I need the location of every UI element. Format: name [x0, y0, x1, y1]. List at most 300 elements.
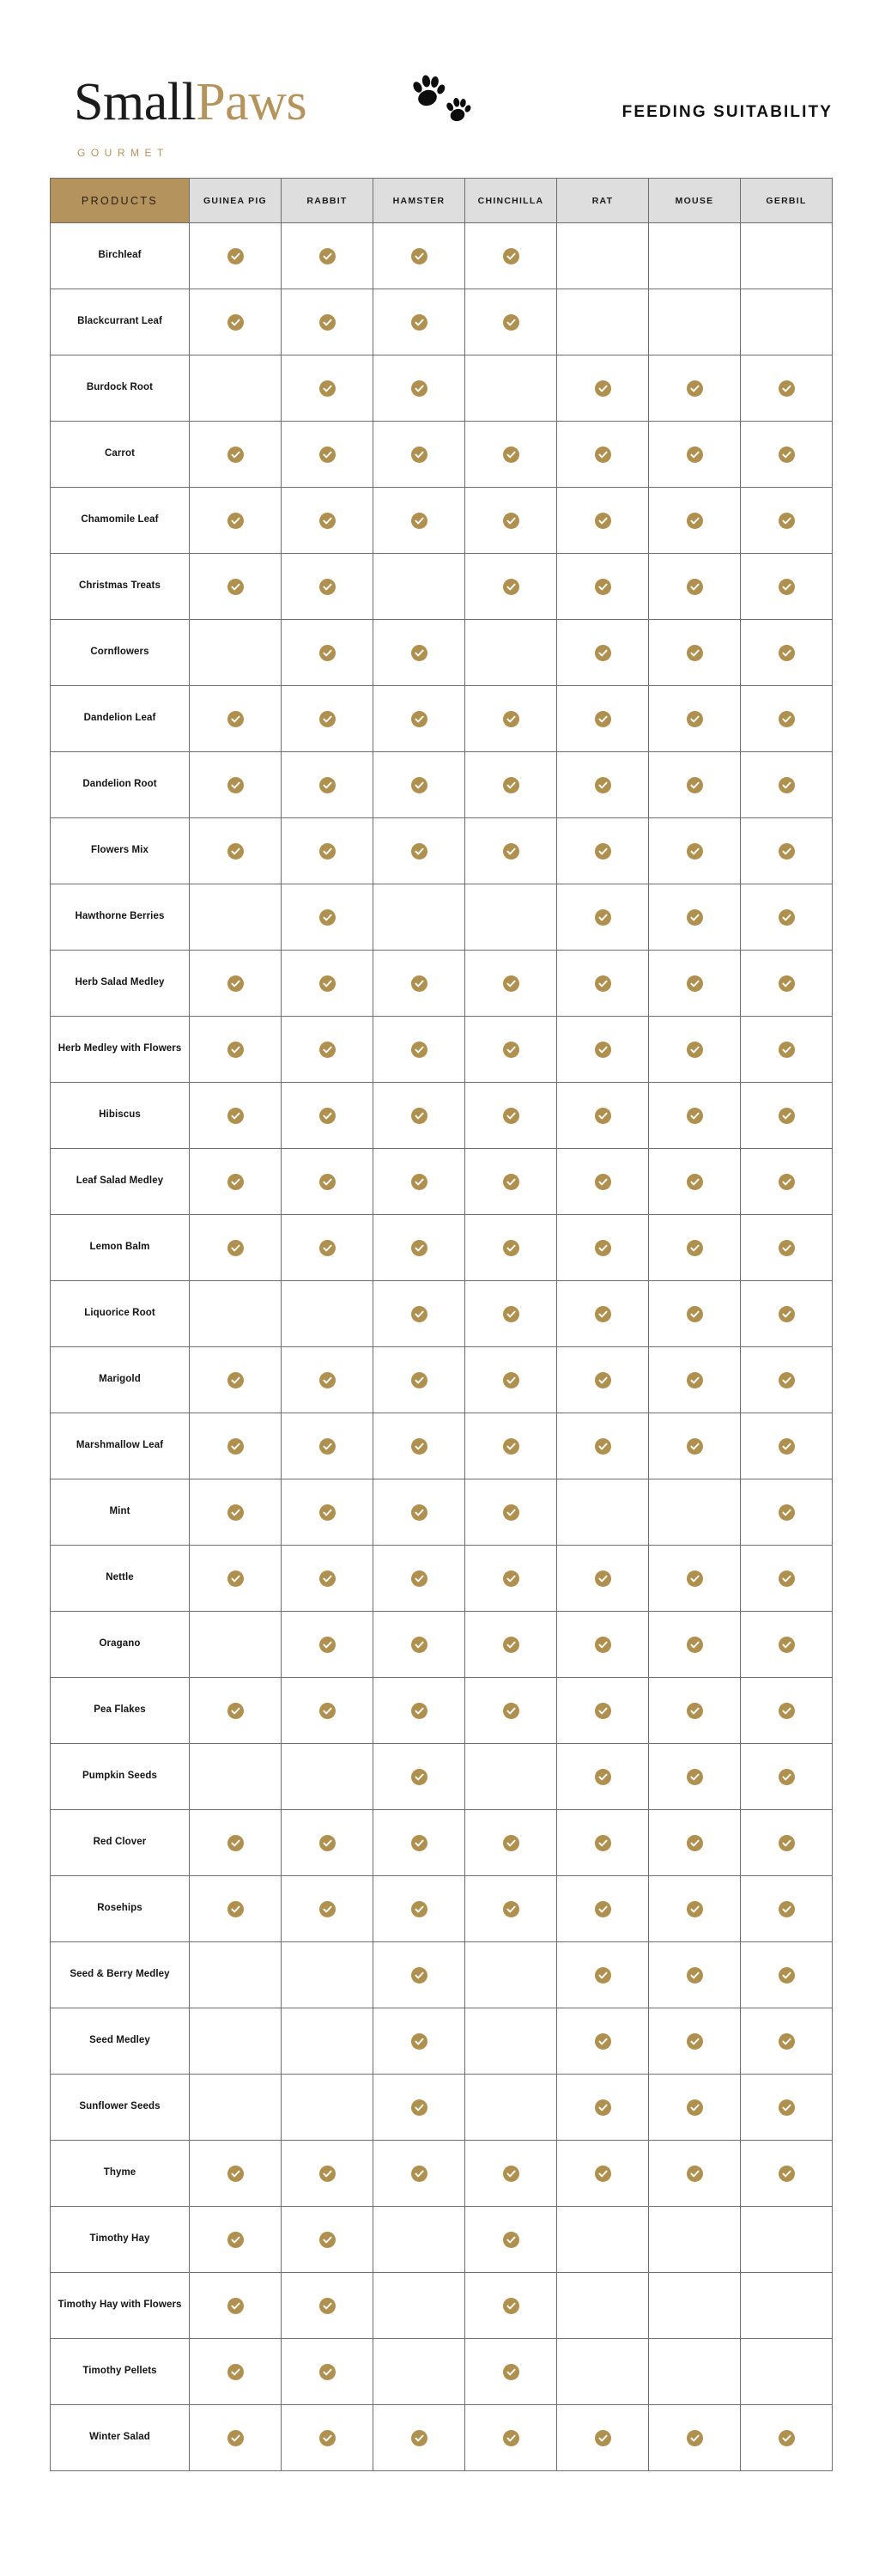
suitability-cell-empty — [282, 1744, 373, 1810]
suitability-cell-checked — [190, 2141, 282, 2207]
column-header-chinchilla: CHINCHILLA — [465, 179, 557, 223]
brand-word-paws: Paws — [196, 73, 307, 131]
check-circle-icon — [227, 1438, 244, 1455]
page-title: FEEDING SUITABILITY — [621, 103, 833, 121]
check-circle-icon — [319, 1042, 336, 1058]
check-circle-icon — [595, 2033, 611, 2050]
suitability-cell-checked — [741, 1546, 833, 1612]
product-name-cell: Flowers Mix — [51, 818, 190, 884]
product-name-cell: Herb Salad Medley — [51, 951, 190, 1017]
check-circle-icon — [595, 843, 611, 860]
suitability-cell-checked — [741, 1479, 833, 1546]
check-circle-icon — [595, 1967, 611, 1984]
check-circle-icon — [411, 777, 427, 793]
check-circle-icon — [779, 1240, 795, 1256]
check-circle-icon — [595, 1637, 611, 1653]
suitability-cell-checked — [373, 2008, 465, 2075]
check-circle-icon — [503, 2298, 519, 2314]
check-circle-icon — [687, 1703, 703, 1719]
check-circle-icon — [319, 2430, 336, 2446]
suitability-cell-checked — [190, 2339, 282, 2405]
check-circle-icon — [779, 1042, 795, 1058]
check-circle-icon — [503, 1042, 519, 1058]
check-circle-icon — [687, 1042, 703, 1058]
check-circle-icon — [227, 1901, 244, 1917]
table-row — [51, 1413, 833, 1479]
check-circle-icon — [319, 777, 336, 793]
check-circle-icon — [687, 1967, 703, 1984]
check-circle-icon — [595, 711, 611, 727]
check-circle-icon — [595, 1174, 611, 1190]
suitability-cell-checked — [373, 1017, 465, 1083]
suitability-cell-empty — [190, 1281, 282, 1347]
table-row — [51, 1612, 833, 1678]
check-circle-icon — [227, 1703, 244, 1719]
check-circle-icon — [779, 843, 795, 860]
suitability-cell-checked — [557, 1347, 649, 1413]
suitability-cell-checked — [282, 355, 373, 422]
suitability-cell-checked — [373, 620, 465, 686]
check-circle-icon — [503, 2166, 519, 2182]
feeding-suitability-table-wrapper — [50, 178, 833, 2471]
product-name-cell: Red Clover — [51, 1810, 190, 1876]
suitability-cell-checked — [282, 752, 373, 818]
table-row — [51, 1678, 833, 1744]
suitability-cell-checked — [465, 1413, 557, 1479]
suitability-cell-empty — [465, 2075, 557, 2141]
suitability-cell-checked — [649, 818, 741, 884]
table-row — [51, 2207, 833, 2273]
check-circle-icon — [779, 1769, 795, 1785]
suitability-cell-checked — [465, 752, 557, 818]
check-circle-icon — [227, 711, 244, 727]
check-circle-icon — [319, 579, 336, 595]
check-circle-icon — [595, 1306, 611, 1322]
suitability-cell-checked — [557, 1744, 649, 1810]
table-header-row — [51, 179, 833, 223]
check-circle-icon — [687, 513, 703, 529]
check-circle-icon — [319, 645, 336, 661]
suitability-cell-checked — [190, 951, 282, 1017]
suitability-cell-empty — [649, 2207, 741, 2273]
check-circle-icon — [411, 2166, 427, 2182]
check-circle-icon — [227, 447, 244, 463]
check-circle-icon — [595, 1240, 611, 1256]
suitability-cell-checked — [190, 752, 282, 818]
suitability-cell-checked — [190, 1347, 282, 1413]
check-circle-icon — [779, 1438, 795, 1455]
suitability-cell-checked — [557, 2405, 649, 2471]
check-circle-icon — [411, 843, 427, 860]
suitability-cell-checked — [465, 2141, 557, 2207]
check-circle-icon — [227, 513, 244, 529]
suitability-cell-checked — [282, 1347, 373, 1413]
check-circle-icon — [503, 1703, 519, 1719]
check-circle-icon — [779, 1637, 795, 1653]
table-row — [51, 223, 833, 289]
check-circle-icon — [227, 579, 244, 595]
suitability-cell-checked — [741, 1678, 833, 1744]
table-row — [51, 620, 833, 686]
product-name-cell: Winter Salad — [51, 2405, 190, 2471]
column-header-products: PRODUCTS — [51, 179, 190, 223]
table-row — [51, 752, 833, 818]
table-row — [51, 686, 833, 752]
suitability-cell-checked — [557, 620, 649, 686]
suitability-cell-checked — [649, 1546, 741, 1612]
product-name-cell: Dandelion Root — [51, 752, 190, 818]
check-circle-icon — [687, 975, 703, 992]
suitability-cell-checked — [190, 2405, 282, 2471]
suitability-cell-checked — [373, 2141, 465, 2207]
check-circle-icon — [503, 975, 519, 992]
suitability-cell-empty — [190, 1744, 282, 1810]
suitability-cell-checked — [649, 1149, 741, 1215]
check-circle-icon — [779, 1571, 795, 1587]
suitability-cell-empty — [373, 554, 465, 620]
suitability-cell-checked — [190, 1479, 282, 1546]
suitability-cell-checked — [373, 1083, 465, 1149]
check-circle-icon — [779, 1306, 795, 1322]
check-circle-icon — [411, 711, 427, 727]
check-circle-icon — [319, 2298, 336, 2314]
suitability-cell-checked — [190, 1413, 282, 1479]
suitability-cell-checked — [649, 1678, 741, 1744]
check-circle-icon — [503, 1835, 519, 1851]
table-row — [51, 355, 833, 422]
check-circle-icon — [779, 1108, 795, 1124]
suitability-cell-checked — [741, 951, 833, 1017]
product-name-cell: Timothy Pellets — [51, 2339, 190, 2405]
suitability-cell-checked — [557, 355, 649, 422]
suitability-cell-checked — [373, 1744, 465, 1810]
check-circle-icon — [595, 579, 611, 595]
suitability-cell-checked — [373, 1149, 465, 1215]
suitability-cell-checked — [190, 1215, 282, 1281]
check-circle-icon — [227, 248, 244, 264]
suitability-cell-checked — [190, 2273, 282, 2339]
check-circle-icon — [503, 1108, 519, 1124]
check-circle-icon — [779, 1174, 795, 1190]
suitability-cell-empty — [373, 2339, 465, 2405]
check-circle-icon — [411, 1703, 427, 1719]
suitability-cell-checked — [373, 1281, 465, 1347]
table-row — [51, 818, 833, 884]
suitability-cell-checked — [465, 1876, 557, 1942]
product-name-cell: Rosehips — [51, 1876, 190, 1942]
check-circle-icon — [503, 1240, 519, 1256]
check-circle-icon — [595, 1108, 611, 1124]
check-circle-icon — [687, 711, 703, 727]
suitability-cell-checked — [465, 2273, 557, 2339]
table-row — [51, 289, 833, 355]
check-circle-icon — [411, 1571, 427, 1587]
suitability-cell-checked — [649, 1810, 741, 1876]
check-circle-icon — [227, 2166, 244, 2182]
suitability-cell-checked — [282, 554, 373, 620]
suitability-cell-checked — [465, 686, 557, 752]
suitability-cell-checked — [282, 1612, 373, 1678]
check-circle-icon — [779, 1835, 795, 1851]
suitability-cell-checked — [557, 2008, 649, 2075]
check-circle-icon — [595, 2099, 611, 2116]
check-circle-icon — [319, 2364, 336, 2380]
check-circle-icon — [227, 2364, 244, 2380]
check-circle-icon — [227, 777, 244, 793]
check-circle-icon — [779, 380, 795, 397]
suitability-cell-checked — [557, 2141, 649, 2207]
product-name-cell: Hibiscus — [51, 1083, 190, 1149]
suitability-cell-checked — [557, 1876, 649, 1942]
check-circle-icon — [779, 1703, 795, 1719]
suitability-cell-checked — [282, 2405, 373, 2471]
product-name-cell: Timothy Hay with Flowers — [51, 2273, 190, 2339]
suitability-cell-checked — [741, 1017, 833, 1083]
suitability-cell-checked — [282, 1678, 373, 1744]
check-circle-icon — [503, 777, 519, 793]
suitability-cell-checked — [282, 1413, 373, 1479]
check-circle-icon — [687, 447, 703, 463]
suitability-cell-checked — [190, 1810, 282, 1876]
suitability-cell-checked — [282, 2273, 373, 2339]
suitability-cell-checked — [557, 1083, 649, 1149]
product-name-cell: Herb Medley with Flowers — [51, 1017, 190, 1083]
check-circle-icon — [227, 2232, 244, 2248]
check-circle-icon — [779, 2099, 795, 2116]
suitability-cell-checked — [373, 1612, 465, 1678]
suitability-cell-empty — [282, 1281, 373, 1347]
check-circle-icon — [595, 975, 611, 992]
check-circle-icon — [779, 1504, 795, 1521]
product-name-cell: Christmas Treats — [51, 554, 190, 620]
suitability-cell-checked — [649, 1413, 741, 1479]
suitability-cell-checked — [190, 488, 282, 554]
product-name-cell: Seed & Berry Medley — [51, 1942, 190, 2008]
check-circle-icon — [503, 248, 519, 264]
check-circle-icon — [503, 1372, 519, 1388]
check-circle-icon — [595, 1769, 611, 1785]
suitability-cell-checked — [465, 1347, 557, 1413]
suitability-cell-checked — [465, 2207, 557, 2273]
table-body — [51, 223, 833, 2471]
suitability-cell-checked — [465, 951, 557, 1017]
suitability-cell-checked — [373, 951, 465, 1017]
check-circle-icon — [595, 380, 611, 397]
suitability-cell-checked — [282, 1083, 373, 1149]
suitability-cell-checked — [557, 488, 649, 554]
suitability-cell-checked — [465, 1149, 557, 1215]
check-circle-icon — [411, 1372, 427, 1388]
product-name-cell: Burdock Root — [51, 355, 190, 422]
suitability-cell-checked — [373, 1942, 465, 2008]
product-name-cell: Seed Medley — [51, 2008, 190, 2075]
check-circle-icon — [319, 248, 336, 264]
suitability-cell-checked — [465, 2405, 557, 2471]
check-circle-icon — [503, 711, 519, 727]
suitability-cell-checked — [649, 422, 741, 488]
table-row — [51, 1281, 833, 1347]
suitability-cell-checked — [649, 2075, 741, 2141]
suitability-cell-checked — [741, 620, 833, 686]
suitability-cell-checked — [557, 1678, 649, 1744]
check-circle-icon — [411, 1967, 427, 1984]
product-name-cell: Blackcurrant Leaf — [51, 289, 190, 355]
suitability-cell-empty — [282, 2075, 373, 2141]
check-circle-icon — [687, 1637, 703, 1653]
suitability-cell-checked — [741, 2075, 833, 2141]
table-row — [51, 1546, 833, 1612]
check-circle-icon — [687, 380, 703, 397]
suitability-cell-checked — [465, 1810, 557, 1876]
suitability-cell-checked — [282, 289, 373, 355]
check-circle-icon — [687, 843, 703, 860]
check-circle-icon — [687, 777, 703, 793]
suitability-cell-empty — [465, 355, 557, 422]
suitability-cell-checked — [649, 1347, 741, 1413]
product-name-cell: Cornflowers — [51, 620, 190, 686]
suitability-cell-checked — [373, 488, 465, 554]
check-circle-icon — [779, 777, 795, 793]
column-header-gerbil: GERBIL — [741, 179, 833, 223]
suitability-cell-checked — [649, 686, 741, 752]
suitability-cell-checked — [190, 1149, 282, 1215]
product-name-cell: Timothy Hay — [51, 2207, 190, 2273]
suitability-cell-checked — [282, 686, 373, 752]
check-circle-icon — [595, 513, 611, 529]
column-header-guinea-pig: GUINEA PIG — [190, 179, 282, 223]
suitability-cell-checked — [649, 1281, 741, 1347]
check-circle-icon — [503, 1438, 519, 1455]
check-circle-icon — [227, 314, 244, 331]
suitability-cell-checked — [190, 2207, 282, 2273]
suitability-cell-checked — [649, 488, 741, 554]
check-circle-icon — [411, 1108, 427, 1124]
check-circle-icon — [227, 1174, 244, 1190]
suitability-cell-checked — [741, 488, 833, 554]
suitability-cell-checked — [741, 1744, 833, 1810]
check-circle-icon — [779, 1372, 795, 1388]
suitability-cell-checked — [741, 1347, 833, 1413]
product-name-cell: Pumpkin Seeds — [51, 1744, 190, 1810]
product-name-cell: Mint — [51, 1479, 190, 1546]
suitability-cell-checked — [190, 686, 282, 752]
suitability-cell-checked — [741, 422, 833, 488]
column-header-mouse: MOUSE — [649, 179, 741, 223]
suitability-cell-empty — [190, 884, 282, 951]
suitability-cell-checked — [465, 1281, 557, 1347]
check-circle-icon — [319, 975, 336, 992]
suitability-cell-empty — [282, 2008, 373, 2075]
suitability-cell-checked — [649, 884, 741, 951]
check-circle-icon — [319, 314, 336, 331]
check-circle-icon — [503, 1174, 519, 1190]
suitability-cell-checked — [465, 1612, 557, 1678]
check-circle-icon — [411, 975, 427, 992]
check-circle-icon — [503, 2430, 519, 2446]
check-circle-icon — [319, 1372, 336, 1388]
product-name-cell: Lemon Balm — [51, 1215, 190, 1281]
suitability-cell-checked — [741, 1876, 833, 1942]
suitability-cell-checked — [373, 2405, 465, 2471]
suitability-cell-checked — [282, 1215, 373, 1281]
brand-word-small: Small — [74, 73, 197, 131]
check-circle-icon — [687, 1372, 703, 1388]
suitability-cell-checked — [741, 1281, 833, 1347]
check-circle-icon — [779, 579, 795, 595]
check-circle-icon — [319, 1108, 336, 1124]
suitability-cell-empty — [373, 884, 465, 951]
check-circle-icon — [687, 1108, 703, 1124]
check-circle-icon — [595, 1042, 611, 1058]
table-row — [51, 1479, 833, 1546]
check-circle-icon — [687, 2166, 703, 2182]
product-name-cell: Oragano — [51, 1612, 190, 1678]
check-circle-icon — [319, 2232, 336, 2248]
check-circle-icon — [319, 1571, 336, 1587]
suitability-cell-checked — [465, 1215, 557, 1281]
suitability-cell-empty — [190, 1612, 282, 1678]
check-circle-icon — [411, 380, 427, 397]
suitability-cell-empty — [190, 620, 282, 686]
suitability-cell-empty — [282, 1942, 373, 2008]
table-row — [51, 1942, 833, 2008]
suitability-cell-checked — [190, 289, 282, 355]
check-circle-icon — [411, 2430, 427, 2446]
check-circle-icon — [779, 711, 795, 727]
suitability-cell-checked — [741, 818, 833, 884]
check-circle-icon — [411, 1769, 427, 1785]
suitability-cell-empty — [465, 620, 557, 686]
check-circle-icon — [779, 645, 795, 661]
suitability-cell-checked — [465, 1017, 557, 1083]
check-circle-icon — [411, 447, 427, 463]
suitability-cell-checked — [373, 1479, 465, 1546]
paw-prints-icon — [409, 69, 477, 129]
check-circle-icon — [503, 2232, 519, 2248]
table-row — [51, 1810, 833, 1876]
suitability-cell-checked — [282, 620, 373, 686]
suitability-cell-checked — [373, 223, 465, 289]
suitability-cell-checked — [465, 1479, 557, 1546]
suitability-cell-empty — [649, 2339, 741, 2405]
table-row — [51, 2405, 833, 2471]
table-row — [51, 884, 833, 951]
table-row — [51, 951, 833, 1017]
check-circle-icon — [503, 314, 519, 331]
check-circle-icon — [227, 1504, 244, 1521]
check-circle-icon — [319, 909, 336, 926]
check-circle-icon — [779, 2033, 795, 2050]
check-circle-icon — [779, 975, 795, 992]
suitability-cell-checked — [557, 818, 649, 884]
check-circle-icon — [411, 1637, 427, 1653]
suitability-cell-checked — [741, 884, 833, 951]
check-circle-icon — [411, 2099, 427, 2116]
check-circle-icon — [319, 1174, 336, 1190]
check-circle-icon — [779, 1967, 795, 1984]
suitability-cell-empty — [465, 2008, 557, 2075]
check-circle-icon — [687, 1901, 703, 1917]
check-circle-icon — [411, 1438, 427, 1455]
suitability-cell-checked — [465, 488, 557, 554]
page-header — [0, 0, 879, 172]
suitability-cell-checked — [741, 1215, 833, 1281]
check-circle-icon — [411, 1504, 427, 1521]
suitability-cell-checked — [190, 1546, 282, 1612]
suitability-cell-checked — [282, 2339, 373, 2405]
table-row — [51, 1215, 833, 1281]
suitability-cell-empty — [649, 289, 741, 355]
